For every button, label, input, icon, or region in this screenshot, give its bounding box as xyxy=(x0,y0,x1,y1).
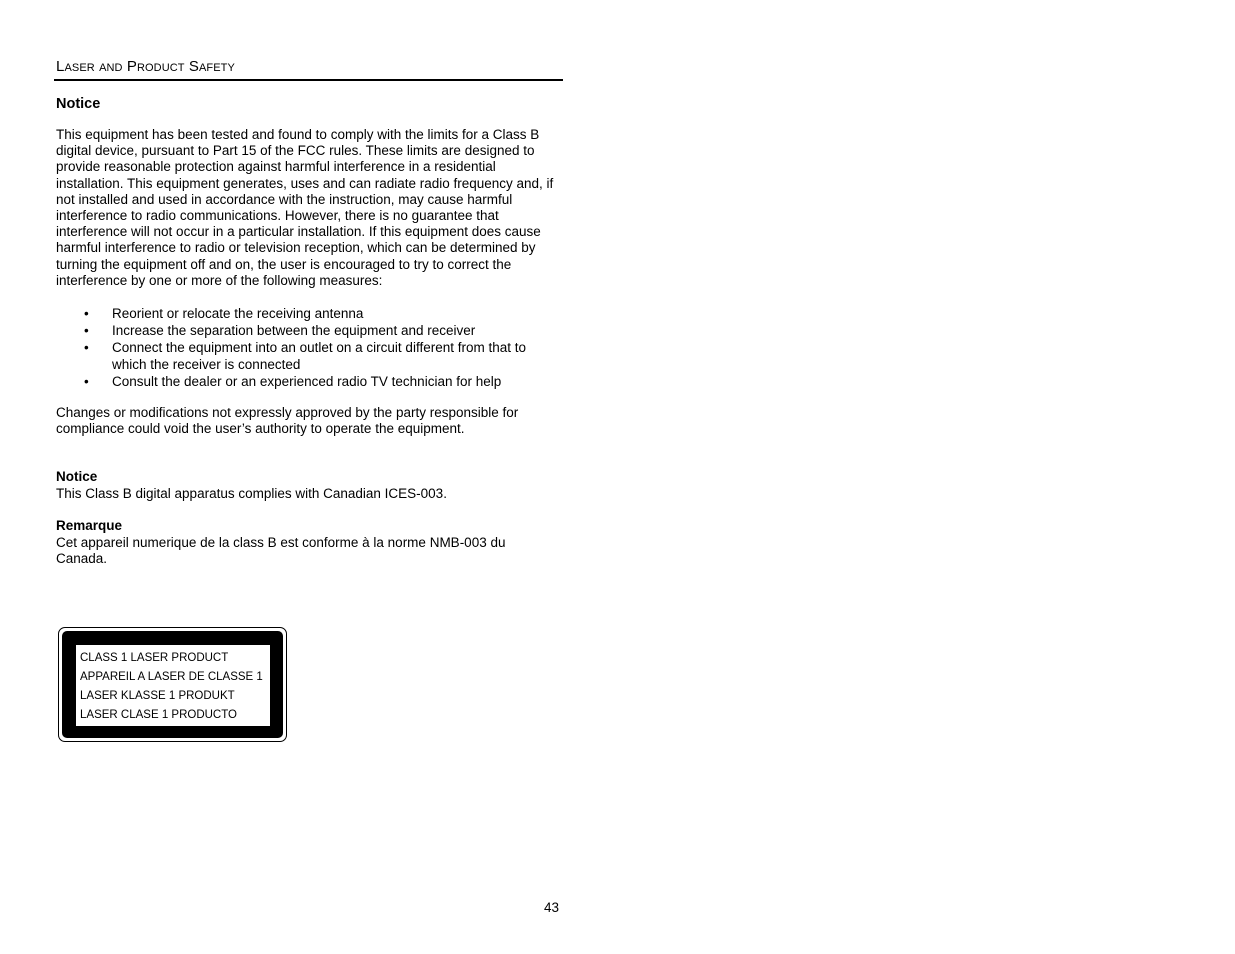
list-item xyxy=(56,305,564,322)
bullet-icon: • xyxy=(84,340,89,355)
modifications-paragraph: Changes or modifications not expressly approved by the party responsible for compliance could void the user’s authority to operate the equipment. xyxy=(56,405,519,437)
bullet-icon: • xyxy=(84,323,89,338)
bullet-icon: • xyxy=(84,306,89,321)
laser-label-line: APPAREIL A LASER DE CLASSE 1 xyxy=(80,671,263,683)
remarque-heading: Remarque xyxy=(56,518,123,533)
interference-measures-list xyxy=(56,305,564,390)
laser-label-line: LASER KLASSE 1 PRODUKT xyxy=(80,690,235,702)
laser-label-text-panel xyxy=(76,645,270,726)
section-divider xyxy=(54,79,563,81)
list-item-text: Consult the dealer or an experienced radio TV technician for help xyxy=(112,374,502,389)
page-number: 43 xyxy=(544,900,560,915)
list-item xyxy=(56,373,564,390)
notice-heading: Notice xyxy=(56,96,101,112)
canadian-notice-text: This Class B digital apparatus complies with Canadian ICES-003. xyxy=(56,486,447,501)
list-item-text: Reorient or relocate the receiving antenna xyxy=(112,306,364,321)
canadian-notice-heading: Notice xyxy=(56,469,98,484)
list-item xyxy=(56,339,564,373)
section-title: Laser and Product Safety xyxy=(56,58,235,75)
list-item xyxy=(56,322,564,339)
fcc-notice-paragraph: This equipment has been tested and found to comply with the limits for a Class B digital device, pursuant to Part 15 of the FCC rules. These limits are designed to provide reasonable protection against harmful interference in a residential installation. This equipment generates, uses and can radiate radio frequency and, if not installed and used in accordance with the instruction, may cause harmful interference to radio communications. However, there is no guarantee that interference will not occur in a particular installation. If this equipment does cause harmful interference to radio or television reception, which can be determined by turning the equipment off and on, the user is encouraged to try to correct the interference by one or more of the following measures: xyxy=(56,127,554,288)
list-item-text: Increase the separation between the equipment and receiver xyxy=(112,323,476,338)
laser-label-line: LASER CLASE 1 PRODUCTO xyxy=(80,709,238,721)
laser-label-line: CLASS 1 LASER PRODUCT xyxy=(80,652,229,664)
bullet-icon: • xyxy=(84,374,89,389)
laser-class-label xyxy=(58,627,287,742)
remarque-text: Cet appareil numerique de la class B est conforme à la norme NMB-003 du Canada. xyxy=(56,535,506,567)
list-item-text: Connect the equipment into an outlet on a circuit different from that to which the receiver is connected xyxy=(112,340,526,372)
